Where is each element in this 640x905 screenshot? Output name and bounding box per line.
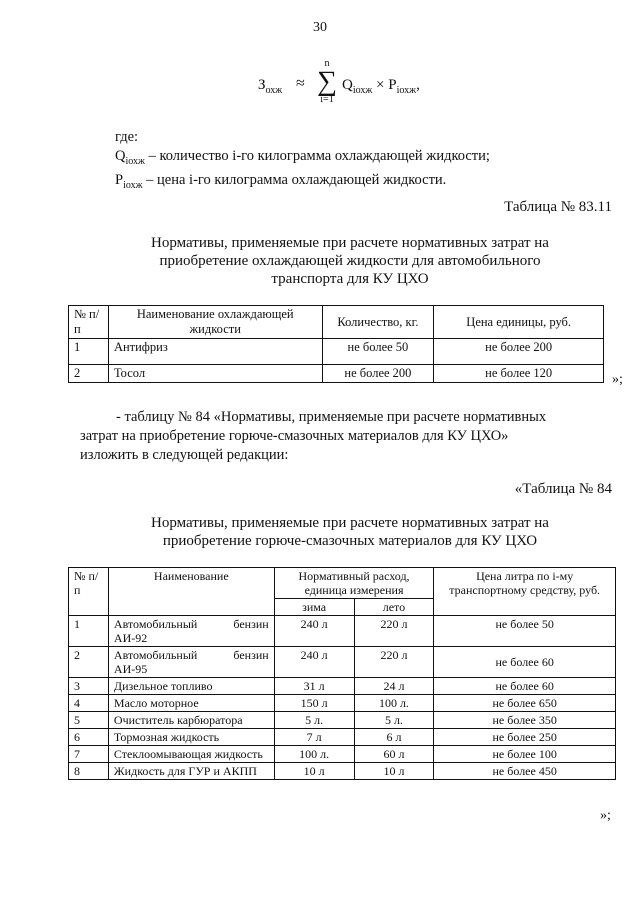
where-label: где: xyxy=(115,129,139,145)
cell-price: не более 60 xyxy=(434,678,616,695)
cell-price: не более 120 xyxy=(434,365,604,383)
cell-price: не более 650 xyxy=(434,695,616,712)
cell-winter: 5 л. xyxy=(274,712,354,729)
table-83-11-title: Нормативы, применяемые при расчете нормативных затрат на приобретение охлаждающей жидкости для автомобильного транспорта для КУ ЦХО xyxy=(151,235,549,287)
table-row xyxy=(69,647,616,678)
cell-name: Тормозная жидкость xyxy=(108,729,274,746)
cell-winter: 150 л xyxy=(274,695,354,712)
table-row xyxy=(69,712,616,729)
formula-definitions xyxy=(115,128,490,195)
cell-qty: не более 200 xyxy=(322,365,434,383)
header-norm: Нормативный расход, единица измерения xyxy=(274,568,434,599)
cell-price: не более 200 xyxy=(434,339,604,365)
table-row xyxy=(69,763,616,780)
header-qty: Количество, кг. xyxy=(322,306,434,339)
cell-num: 6 xyxy=(69,729,109,746)
coolant-table xyxy=(68,305,604,383)
cell-num: 4 xyxy=(69,695,109,712)
cell-summer: 24 л xyxy=(354,678,434,695)
table-row xyxy=(69,616,616,647)
cell-summer: 5 л. xyxy=(354,712,434,729)
header-num: № п/п xyxy=(69,568,109,616)
cell-name: Антифриз xyxy=(108,339,322,365)
cell-summer: 60 л xyxy=(354,746,434,763)
header-price: Цена единицы, руб. xyxy=(434,306,604,339)
cell-name: Стеклоомывающая жидкость xyxy=(108,746,274,763)
cell-num: 3 xyxy=(69,678,109,695)
cell-name: Автомобильный бензин АИ-95 xyxy=(108,647,274,678)
cell-name: Жидкость для ГУР и АКПП xyxy=(108,763,274,780)
header-winter: зима xyxy=(274,599,354,616)
table-83-11-closing: »; xyxy=(612,372,623,387)
definition-p: $P_{iохж}$ – цена i-го килограмма охлаждающей жидкости. xyxy=(115,171,447,191)
cell-num: 1 xyxy=(69,616,109,647)
sum-symbol: n ∑ i=1 xyxy=(317,58,337,105)
table-row xyxy=(69,746,616,763)
cell-num: 8 xyxy=(69,763,109,780)
formula-approx: ≈ xyxy=(296,75,305,92)
table-83-11-label: Таблица № 83.11 xyxy=(504,199,612,215)
cell-summer: 10 л xyxy=(354,763,434,780)
cell-price: не более 100 xyxy=(434,746,616,763)
header-summer: лето xyxy=(354,599,434,616)
cell-name: Тосол xyxy=(108,365,322,383)
header-name: Наименование охлаждающей жидкости xyxy=(108,306,322,339)
cell-price: не более 250 xyxy=(434,729,616,746)
cell-name: Масло моторное xyxy=(108,695,274,712)
cell-num: 5 xyxy=(69,712,109,729)
cell-num: 7 xyxy=(69,746,109,763)
table-header-row xyxy=(69,568,616,599)
cell-price: не более 450 xyxy=(434,763,616,780)
header-price: Цена литра по i-му транспортному средству, руб. xyxy=(434,568,616,616)
cell-summer: 220 л xyxy=(354,616,434,647)
table-row xyxy=(69,729,616,746)
table-row xyxy=(69,678,616,695)
fuel-table xyxy=(68,567,616,780)
page-number: 30 xyxy=(313,20,327,35)
cell-summer: 100 л. xyxy=(354,695,434,712)
cell-price: не более 50 xyxy=(434,616,616,647)
table-84-closing: »; xyxy=(600,808,611,823)
table-row xyxy=(69,365,604,383)
cell-num: 2 xyxy=(69,365,109,383)
table-header-row xyxy=(69,306,604,339)
cell-winter: 240 л xyxy=(274,616,354,647)
cell-name: Очиститель карбюратора xyxy=(108,712,274,729)
cell-name: Дизельное топливо xyxy=(108,678,274,695)
header-name: Наименование xyxy=(108,568,274,616)
cell-winter: 10 л xyxy=(274,763,354,780)
formula-rhs: $Q_{iохж} \times P_{iохж}$, xyxy=(342,77,420,96)
cell-summer: 6 л xyxy=(354,729,434,746)
table-row xyxy=(69,339,604,365)
cell-name: Автомобильный бензин АИ-92 xyxy=(108,616,274,647)
amendment-paragraph: - таблицу № 84 «Нормативы, применяемые при расчете нормативных затрат на приобретение горюче-смазочных материалов для КУ ЦХО» изложить в следующей редакции: xyxy=(80,409,547,463)
cell-qty: не более 50 xyxy=(322,339,434,365)
cell-winter: 100 л. xyxy=(274,746,354,763)
table-row xyxy=(69,695,616,712)
header-num: № п/п xyxy=(69,306,109,339)
definition-q: $Q_{iохж}$ – количество i-го килограмма охлаждающей жидкости; xyxy=(115,148,490,167)
cell-num: 1 xyxy=(69,339,109,365)
cell-summer: 220 л xyxy=(354,647,434,678)
formula-lhs: $З_{охж}$ xyxy=(258,77,283,96)
cell-price: не более 350 xyxy=(434,712,616,729)
table-84-title: Нормативы, применяемые при расчете нормативных затрат на приобретение горюче-смазочных материалов для КУ ЦХО xyxy=(151,515,549,549)
cell-num: 2 xyxy=(69,647,109,678)
cell-winter: 240 л xyxy=(274,647,354,678)
cell-winter: 7 л xyxy=(274,729,354,746)
table-84-label: «Таблица № 84 xyxy=(514,481,612,497)
cell-price: не более 60 xyxy=(434,647,616,678)
cell-winter: 31 л xyxy=(274,678,354,695)
cost-formula xyxy=(258,55,458,115)
